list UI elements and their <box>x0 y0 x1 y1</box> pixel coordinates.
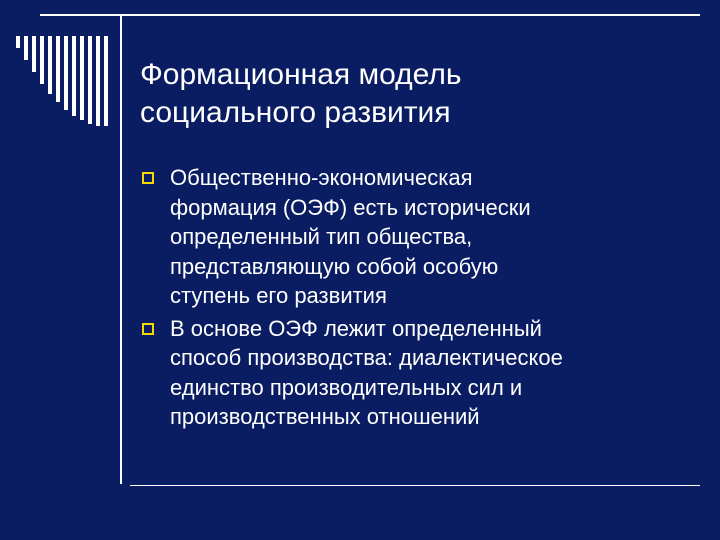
decorative-bars <box>14 36 124 126</box>
bullet-text-line: производственных отношений <box>170 404 480 429</box>
decor-bar <box>80 36 84 120</box>
decor-bar <box>64 36 68 110</box>
decor-bar <box>48 36 52 94</box>
left-rule <box>120 14 122 484</box>
title-line: социального развития <box>140 96 451 129</box>
bullet-text-line: Общественно-экономическая <box>170 165 473 190</box>
bullet-item <box>138 314 698 432</box>
decor-bar <box>96 36 100 126</box>
bullet-text-line: способ производства: диалектическое <box>170 345 563 370</box>
decor-bar <box>40 36 44 84</box>
slide-title <box>140 56 700 132</box>
decor-bar <box>88 36 92 124</box>
decor-bar <box>16 36 20 48</box>
slide-content <box>138 163 698 435</box>
bottom-rule <box>130 485 700 486</box>
square-bullet-icon <box>142 323 154 335</box>
decor-bar <box>32 36 36 72</box>
top-rule <box>40 14 700 16</box>
bullet-text-line: представляющую собой особую <box>170 253 499 279</box>
bullet-text-line: формация (ОЭФ) есть исторически <box>170 194 531 220</box>
bullet-item <box>138 163 698 311</box>
bullet-text-line: определенный тип общества, <box>170 224 473 249</box>
bullet-text-line: единство производительных сил и <box>170 374 523 400</box>
decor-bar <box>72 36 76 116</box>
square-bullet-icon <box>142 172 154 184</box>
title-line: Формационная модель <box>140 58 462 91</box>
decor-bar <box>24 36 28 60</box>
bullet-text-line: ступень его развития <box>170 283 387 308</box>
bullet-text-line: В основе ОЭФ лежит определенный <box>170 315 542 341</box>
decor-bar <box>56 36 60 102</box>
decor-bar <box>104 36 108 126</box>
